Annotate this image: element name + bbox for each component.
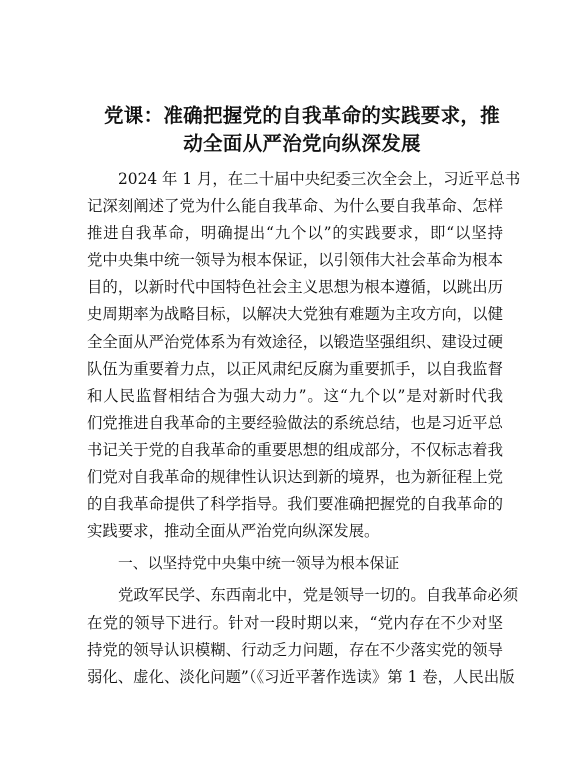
- text-line: 们党推进自我革命的主要经验做法的系统总结，也是习近平总: [87, 413, 503, 432]
- text-line: 弱化、虚化、淡化问题”（《习近平著作选读》第 1 卷，人民出版: [87, 667, 515, 686]
- text-line: 队伍为重要着力点，以正风肃纪反腐为重要抓手，以自我监督: [87, 359, 503, 378]
- document-title: [82, 102, 522, 158]
- text-line: 持党的领导认识模糊、行动乏力问题，存在不少落实党的领导: [87, 640, 503, 659]
- title-line: 动全面从严治党向纵深发展: [183, 132, 421, 155]
- text-line: 记深刻阐述了党为什么能自我革命、为什么要自我革命、怎样: [87, 197, 503, 216]
- paragraph-intro: [87, 166, 521, 545]
- paragraph-section-1: [87, 582, 519, 690]
- document-body: [87, 166, 521, 691]
- text-line: 推进自我革命，明确提出“九个以”的实践要求，即“以坚持: [87, 224, 503, 243]
- text-line: 2024 年 1 月，在二十届中央纪委三次全会上，习近平总书: [118, 170, 521, 188]
- title-line: 党课：准确把握党的自我革命的实践要求，推: [103, 104, 500, 127]
- text-line: 党政军民学、东西南北中，党是领导一切的。自我革命必须: [118, 586, 519, 605]
- text-line: 史周期率为战略目标，以解决大党独有难题为主攻方向，以健: [87, 305, 503, 324]
- text-line: 书记关于党的自我革命的重要思想的组成部分，不仅标志着我: [87, 440, 503, 459]
- text-line: 全全面从严治党体系为有效途径，以锻造坚强组织、建设过硬: [87, 332, 503, 351]
- text-line: 和人民监督相结合为强大动力”。这“九个以”是对新时代我: [87, 386, 503, 405]
- text-line: 目的，以新时代中国特色社会主义思想为根本遵循，以跳出历: [87, 278, 503, 297]
- text-line: 党中央集中统一领导为根本保证，以引领伟大社会革命为根本: [87, 251, 503, 270]
- text-line: 实践要求，推动全面从严治党向纵深发展。: [87, 522, 380, 541]
- text-line: 的自我革命提供了科学指导。我们要准确把握党的自我革命的: [87, 495, 503, 514]
- text-line: 在党的领导下进行。针对一段时期以来，“党内存在不少对坚: [87, 613, 503, 632]
- text-line: 们党对自我革命的规律性认识达到新的境界，也为新征程上党: [87, 468, 503, 487]
- section-heading: 一、以坚持党中央集中统一领导为根本保证: [118, 555, 400, 573]
